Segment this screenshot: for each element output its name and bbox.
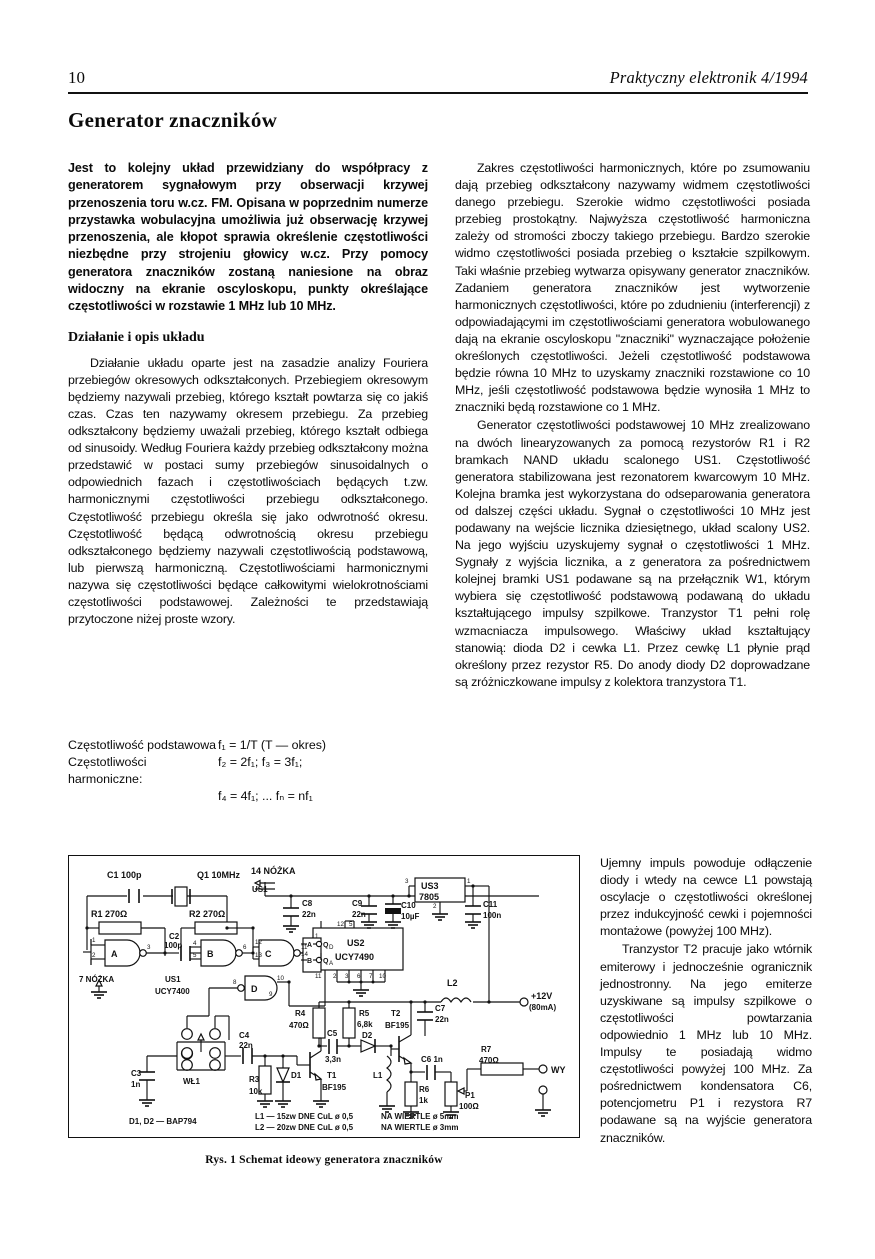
label-t2: T2 <box>391 1009 401 1018</box>
label-c11-value: 100n <box>483 911 502 920</box>
label-c10-value: 10µF <box>401 912 420 921</box>
label-us2-output-qa-sub: A <box>329 960 334 967</box>
narrow-column <box>600 855 812 1147</box>
page-number: 10 <box>68 68 85 87</box>
formula-row <box>68 737 428 754</box>
label-gate-c: C <box>265 949 272 959</box>
label-r7-value: 470Ω <box>479 1056 499 1065</box>
lead-paragraph: Jest to kolejny układ przewidziany do współpracy z generatorem sygnałowym przy obserwacji krzywej przenoszenia toru w.cz. FM. Opisana w poprzednim numerze przystawka wobulacyjna umożliwia już obserwację krzywej przenoszenia, ale kłopot sprawia określenie częstotliwości niezbędne przy strojeniu głowicy w.cz. Przy pomocy generatora znaczników zostaną naniesione na obraz widoczny na ekranie oscyloskopu, punkty określające częstotliwości w rozstawie 1 MHz lub 10 MHz. <box>68 161 428 314</box>
note-diodes: D1, D2 — BAP794 <box>129 1117 197 1126</box>
label-pin14: 14 NÓŻKA <box>251 866 296 876</box>
label-p1: P1 <box>465 1091 475 1100</box>
label-r1: R1 270Ω <box>91 909 128 919</box>
label-us2-type: UCY7490 <box>335 952 375 962</box>
pin-u2-1: 1 <box>315 933 319 940</box>
label-r3: R3 <box>249 1075 260 1084</box>
page-header <box>68 68 808 88</box>
label-us2-output-qa: Q <box>323 958 329 965</box>
right-column <box>455 160 810 691</box>
figure-caption: Rys. 1 Schemat ideowy generatora znaczników <box>205 1154 443 1166</box>
label-c3: C3 <box>131 1069 142 1078</box>
pin-u3-3: 3 <box>405 878 409 885</box>
label-c4-value: 22n <box>239 1041 253 1050</box>
pin-a2: 2 <box>92 952 96 959</box>
pin-u2-3: 3 <box>345 973 349 980</box>
pin-c12: 12 <box>255 939 262 946</box>
pin-d9: 9 <box>269 991 273 998</box>
label-c7: C7 <box>435 1004 446 1013</box>
label-c4: C4 <box>239 1031 250 1040</box>
pin-b5: 5 <box>193 952 197 959</box>
label-gate-b: B <box>207 949 214 959</box>
label-us2-input-a: A <box>307 942 313 949</box>
label-us1: US1 <box>165 975 181 984</box>
label-c6: C6 1n <box>421 1055 443 1064</box>
figure-block <box>68 855 580 1166</box>
right-paragraph-1: Zakres częstotliwości harmonicznych, które po zsumowaniu dają przebieg odkształcony nazywamy widmem częstotliwości danego przebiegu. Szerokie widmo częstotliwości posiada przebieg prostokątny. Najwyższa częstotliwość harmoniczna zależy od stromości zboczy takiego przebiegu. Bardzo szerokie widmo częstotliwości posiada przebieg o kształcie szpilkowym. Taki właśnie przebieg wytwarza opisywany generator znaczników. Zadaniem generatora znaczników jest wytworzenie harmonicznych częstotliwości, które po zdudnieniu (interferencji) z odpowiadającymi im częstotliwościami generatora wobulowanego dają na ekranie oscyloskopu "znaczniki" wyznaczające położenie określonych częstotliwości. Jeżeli częstotliwość podstawowa będzie równa 10 MHz to uzyskamy znaczniki rozstawione co 10 MHz, jeśli częstotliwość podstawowa będzie wynosiła 1 MHz to znaczniki będą rozstawione co 1 MHz. <box>455 161 810 415</box>
pin-u3-1: 1 <box>467 878 471 885</box>
label-gate-a: A <box>111 949 118 959</box>
label-t1: T1 <box>327 1071 337 1080</box>
label-pin7: 7 NÓŻKA <box>79 975 115 984</box>
label-r6: R6 <box>419 1085 430 1094</box>
label-r4-value: 470Ω <box>289 1021 309 1030</box>
pin-c13: 13 <box>255 952 262 959</box>
formula-label-3 <box>68 788 218 805</box>
label-c5-value: 3,3n <box>325 1055 342 1064</box>
label-12v-current: (80mA) <box>529 1003 557 1012</box>
right-paragraph-2: Generator częstotliwości podstawowej 10 MHz zrealizowano na dwóch linearyzowanych za pomocą rezystorów R1 i R2 bramkach NAND układu scalonego US1. Częstotliwość generatora stabilizowana jest rezonatorem kwarcowym 10 MHz. Kolejna bramka jest wykorzystana do odseparowania generatora od dalszej części układu. Sygnał o częstotliwości 10 MHz jest podawany na wejście licznika dziesiętnego, układ scalony US2. Na jego wyjściu uzyskujemy sygnał o częstotliwości 1 MHz. Sygnały z wyjścia licznika, a z generatora za pośrednictwem kolejnej bramki US1 podawane są na przełącznik W1, którym wybiera się częstotliwość podstawową podawaną do układu kształtującego impulsy szpilkowe. Tranzystor T1 pełni rolę wzmacniacza impulsowego. Właściwy układ kształtujący stanowią: dioda D2 i cewka L1. Przez cewkę L1 płynie prąd określony przez rezystor R5. Do anody diody D2 doprowadzane są zróżniczkowane impulsy z kolektora tranzystora T1. <box>455 418 810 689</box>
header-rule <box>68 92 808 94</box>
narrow-paragraph-2: Tranzystor T2 pracuje jako wtórnik emiterowy i jednocześnie ogranicznik jednostronny. Na jego emiterze uzyskiwane są impulsy szpilkowe o częstotliwości powtarzania odpowiednio 1 MHz lub 10 MHz. Impulsy te posiadają widmo częstotliwości powyżej 100 MHz. Za pośrednictwem kondensatora C6, potencjometru P1 i rezystora R7 podawane są na wyjście generatora znaczników. <box>600 942 812 1145</box>
formula-row <box>68 754 428 788</box>
label-t1-type: BF195 <box>322 1083 347 1092</box>
label-c2-value: 100p <box>164 941 183 950</box>
label-us3-type: 7805 <box>419 892 440 902</box>
pin-u2-10: 10 <box>379 973 386 980</box>
label-r7: R7 <box>481 1045 492 1054</box>
label-c11: C11 <box>483 900 498 909</box>
label-us1-supply: US1 <box>252 885 268 894</box>
schematic-frame <box>68 855 580 1138</box>
label-c9-value: 22n <box>352 910 366 919</box>
label-r5: R5 <box>359 1009 370 1018</box>
circuit-schematic <box>69 856 581 1139</box>
label-r5-value: 6,8k <box>357 1020 373 1029</box>
label-l2: L2 <box>447 978 458 988</box>
pin-b4: 4 <box>193 940 197 947</box>
label-us3: US3 <box>421 881 439 891</box>
note-drill-2: NA WIERTLE ø 3mm <box>381 1123 459 1132</box>
pin-u2-6: 6 <box>357 973 361 980</box>
formula-block <box>68 737 428 805</box>
label-c9: C9 <box>352 899 363 908</box>
label-p1-value: 100Ω <box>459 1102 479 1111</box>
pin-u3-2: 2 <box>433 903 437 910</box>
label-d2: D2 <box>362 1031 373 1040</box>
label-us2-input-b: B <box>307 958 313 965</box>
pin-u2-5: 5 <box>349 921 353 928</box>
formula-label-2: Częstotliwości harmoniczne: <box>68 755 147 786</box>
formula-expr-1: f₁ = 1/T (T — okres) <box>218 738 327 752</box>
label-d1: D1 <box>291 1071 302 1080</box>
label-c8-value: 22n <box>302 910 316 919</box>
pin-u2-14: 14 <box>301 951 308 958</box>
label-c10: C10 <box>401 901 416 910</box>
label-gate-d: D <box>251 984 258 994</box>
label-12v: +12V <box>531 991 553 1001</box>
label-c3-value: 1n <box>131 1080 141 1089</box>
label-us2-output-qd: Q <box>323 942 329 949</box>
label-r2: R2 270Ω <box>189 909 226 919</box>
label-c7-value: 22n <box>435 1015 449 1024</box>
pin-b6: 6 <box>243 944 247 951</box>
pin-u2-2: 2 <box>333 973 337 980</box>
pin-d10: 10 <box>277 975 284 982</box>
formula-label-1: Częstotliwość podstawowa <box>68 738 217 752</box>
formula-row <box>68 788 428 805</box>
label-c5: C5 <box>327 1029 338 1038</box>
note-l1: L1 — 15zw DNE CuL ø 0,5 <box>255 1112 354 1121</box>
label-l1: L1 <box>373 1071 383 1080</box>
narrow-paragraph-1: Ujemny impuls powoduje odłączenie diody i wtedy na cewce L1 powstają oscylacje o częstotliwości określonej przez indukcyjność cewki i pojemności montażowe (powyżej 100 MHz). <box>600 856 812 939</box>
formula-expr-3: f₄ = 4f₁; ... fₙ = nf₁ <box>218 789 313 803</box>
label-r6-value: 1k <box>419 1096 428 1105</box>
label-t2-type: BF195 <box>385 1021 410 1030</box>
formula-expr-2: f₂ = 2f₁; f₃ = 3f₁; <box>218 755 303 769</box>
pin-a1: 1 <box>92 937 96 944</box>
label-r3-value: 10k <box>249 1087 263 1096</box>
label-wy: WY <box>551 1065 566 1075</box>
label-wl1: WŁ1 <box>183 1077 200 1086</box>
label-us2: US2 <box>347 938 365 948</box>
pin-u2-11: 11 <box>315 973 322 980</box>
pin-c11: 11 <box>301 944 308 951</box>
label-q1: Q1 10MHz <box>197 870 241 880</box>
label-c1: C1 100p <box>107 870 142 880</box>
left-column <box>68 160 428 628</box>
pin-u2-12: 12 <box>337 921 344 928</box>
note-drill-1: NA WIERTLE ø 5mm <box>381 1112 459 1121</box>
note-l2: L2 — 20zw DNE CuL ø 0,5 <box>255 1123 354 1132</box>
label-r4: R4 <box>295 1009 306 1018</box>
pin-u2-7: 7 <box>369 973 373 980</box>
label-us1-type: UCY7400 <box>155 987 190 996</box>
label-c2: C2 <box>169 932 180 941</box>
section-heading: Działanie i opis układu <box>68 329 205 345</box>
label-c8: C8 <box>302 899 313 908</box>
publication-title: Praktyczny elektronik 4/1994 <box>609 68 808 87</box>
article-title: Generator znaczników <box>68 108 278 132</box>
pin-a3: 3 <box>147 944 151 951</box>
left-paragraph-1: Działanie układu oparte jest na zasadzie analizy Fouriera przebiegów okresowych odkształconych. Przebiegiem okresowym będziemy nazywali przebieg, którego kształt powtarza się co jakiś czas. Czas ten nazywamy okresem przebiegu. Za przebieg odkształcony będziemy uważali przebieg, którego kształt odbiega od sinusoidy. Według Fouriera każdy przebieg odkształcony można przedstawić w postaci sumy przebiegów sinusoidalnych o odpowiednich fazach i częstotliwościach będących t.zw. harmonicznymi częstotliwości przebiegu odkształconego. Częstotliwość przebiegu określa się jako odwrotność okresu. Częstotliwość będącą odwrotnością okresu przebiegu odkształconego będziemy nazywali częstotliwością podstawową, lub pierwszą harmoniczną. Częstotliwościami harmonicznymi nazywa się częstotliwości będące całkowitymi wielokrotnościami częstotliwości podstawowej. Zależności te przedstawiają przytoczone niżej proste wzory. <box>68 355 428 627</box>
label-us2-output-qd-sub: D <box>329 944 334 951</box>
pin-d8: 8 <box>233 979 237 986</box>
